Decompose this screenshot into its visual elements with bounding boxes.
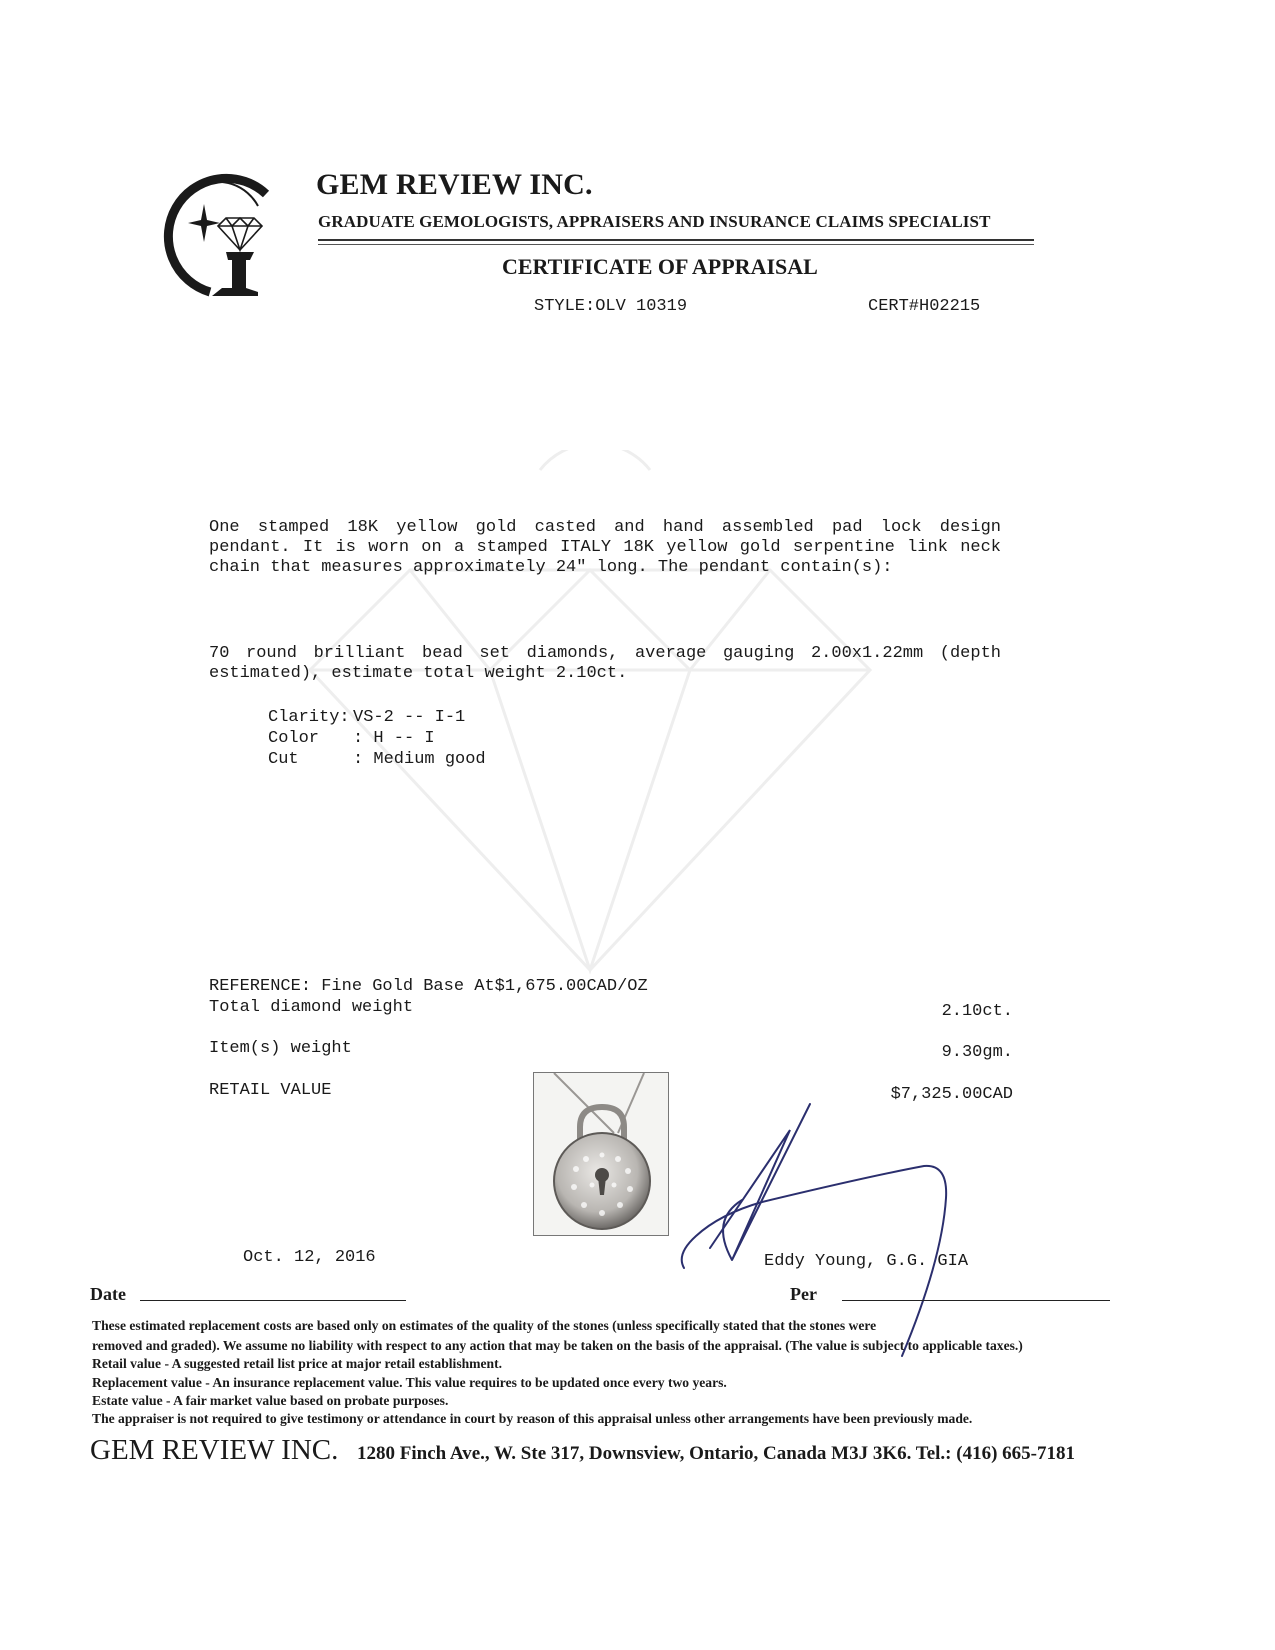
company-tagline: GRADUATE GEMOLOGISTS, APPRAISERS AND INSURANCE CLAIMS SPECIALIST: [318, 212, 991, 231]
spec-value-clarity: VS-2 -- I-1: [353, 708, 466, 727]
per-signature-line: [842, 1300, 1110, 1301]
product-photo: [533, 1072, 669, 1236]
certificate-number: CERT#H02215: [868, 297, 981, 316]
certificate-title: CERTIFICATE OF APPRAISAL: [502, 254, 818, 279]
disclaimer-line-6: The appraiser is not required to give testimony or attendance in court by reason of this appraisal unless other arrangements have been previously made.: [92, 1411, 973, 1426]
date-signature-line: [140, 1300, 406, 1301]
per-label: Per: [790, 1284, 817, 1304]
disclaimer-line-5: Estate value - A fair market value based on probate purposes.: [92, 1393, 449, 1408]
diamond-details: 70 round brilliant bead set diamonds, average gauging 2.00x1.22mm (depth estimated), estimate total weight 2.10ct.: [209, 644, 1001, 683]
spec-value-cut: : Medium good: [353, 750, 486, 769]
spec-value-color: : H -- I: [353, 729, 435, 748]
spec-label-cut: Cut: [268, 750, 299, 769]
disclaimer-line-2: removed and graded). We assume no liability with respect to any action that may be taken on the basis of the appraisal. (The value is subject to applicable taxes.): [92, 1338, 1023, 1353]
header-divider-thin: [318, 244, 1034, 245]
padlock-pendant-icon: [534, 1073, 668, 1235]
total-weight-value: 2.10ct.: [941, 1002, 1013, 1021]
disclaimer-line-4: Replacement value - An insurance replacement value. This value requires to be updated once every two years.: [92, 1375, 727, 1390]
spec-label-color: Color: [268, 729, 320, 748]
item-weight-label: Item(s) weight: [209, 1039, 352, 1058]
item-weight-value: 9.30gm.: [941, 1043, 1013, 1062]
appraisal-date: Oct. 12, 2016: [243, 1248, 376, 1267]
retail-value-label: RETAIL VALUE: [209, 1081, 332, 1100]
disclaimer-line-3: Retail value - A suggested retail list price at major retail establishment.: [92, 1356, 503, 1371]
total-weight-label: Total diamond weight: [209, 998, 414, 1017]
disclaimer-line-1: These estimated replacement costs are based only on estimates of the quality of the stones (unless specifically stated that the stones were: [92, 1318, 877, 1333]
retail-value-amount: $7,325.00CAD: [890, 1085, 1013, 1104]
footer-company-name: GEM REVIEW INC.: [90, 1434, 339, 1466]
reference-line: REFERENCE: Fine Gold Base At$1,675.00CAD/OZ: [209, 977, 648, 996]
date-label: Date: [90, 1284, 126, 1304]
appraiser-name: Eddy Young, G.G. GIA: [764, 1252, 969, 1271]
item-description: One stamped 18K yellow gold casted and hand assembled pad lock design pendant. It is worn on a stamped ITALY 18K yellow gold serpentine link neck chain that measures approximately 24" long. The pendant contain(s):: [209, 518, 1001, 577]
header-divider: [318, 239, 1034, 241]
company-name: GEM REVIEW INC.: [316, 168, 593, 201]
spec-label-clarity: Clarity:: [268, 708, 350, 727]
style-number: STYLE:OLV 10319: [534, 297, 688, 316]
company-logo: [158, 168, 276, 298]
footer-address: 1280 Finch Ave., W. Ste 317, Downsview, Ontario, Canada M3J 3K6. Tel.: (416) 665-7181: [357, 1443, 1075, 1464]
